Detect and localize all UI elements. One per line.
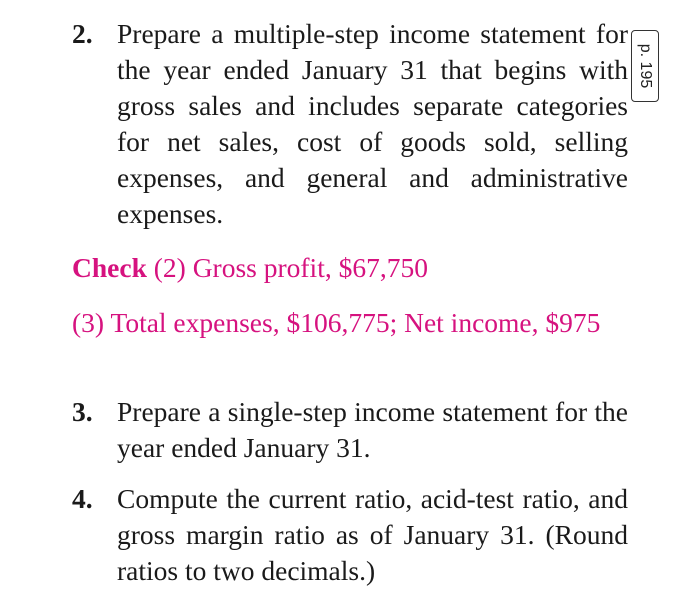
item-text: Compute the current ratio, acid-test ratio, and gross margin ratio as of January 31. (Round ratios to two decimals.) [117, 483, 628, 586]
item-text: Prepare a single-step income statement for the year ended January 31. [117, 396, 628, 463]
problem-item-4 [72, 481, 628, 589]
page-reference-tab [631, 30, 659, 102]
problem-item-3 [72, 394, 628, 466]
item-number: 3. [72, 396, 93, 427]
page-reference-label: p. 195 [637, 43, 654, 89]
item-number: 2. [72, 18, 93, 49]
item-number: 4. [72, 483, 93, 514]
check-line-1 [72, 249, 632, 286]
problem-item-2 [72, 16, 628, 232]
item-text: Prepare a multiple-step income statement for the year ended January 31 that begins with gross sales and includes separate categories for net sales, cost of goods sold, selling expenses, and general and administrative expenses. [117, 18, 628, 229]
check-label: Check [72, 252, 147, 283]
check-gross-profit: (2) Gross profit, $67,750 [153, 252, 428, 283]
check-line-2 [72, 304, 632, 341]
check-total-expenses: (3) Total expenses, $106,775; Net income, $975 [72, 307, 601, 338]
